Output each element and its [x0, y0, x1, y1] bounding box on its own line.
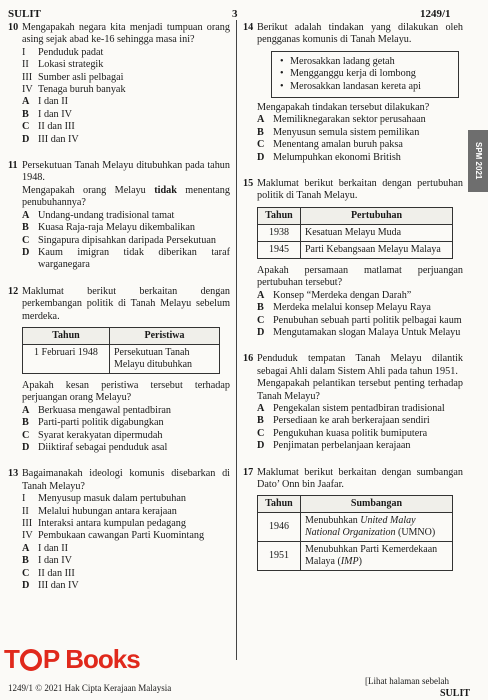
- table-header: Pertubuhan: [301, 207, 453, 224]
- roman-item: III Interaksi antara kumpulan pedagang: [22, 518, 186, 529]
- table-cell: Persekutuan Tanah Melayu ditubuhkan: [110, 344, 220, 373]
- question-prompt: Apakah persamaan matlamat perjuangan pertubuhan tersebut?: [257, 264, 463, 289]
- question-number: 14: [243, 22, 254, 33]
- topbooks-logo: T P Books: [4, 644, 140, 674]
- info-table: [257, 207, 453, 259]
- answer-option[interactable]: C Menentang amalan buruh paksa: [257, 139, 403, 151]
- table-header: Tahun: [258, 496, 301, 513]
- header-sulit: SULIT: [8, 8, 42, 20]
- question-prompt: Mengapakah pelantikan tersebut penting terhadap Tanah Melayu?: [257, 378, 463, 402]
- roman-item: II Melalui hubungan antara kerajaan: [22, 505, 177, 517]
- footer-sulit: SULIT: [440, 688, 471, 699]
- answer-option[interactable]: C Singapura dipisahkan daripada Persekutuan: [22, 234, 216, 246]
- roman-item: II Lokasi strategik: [22, 59, 104, 71]
- answer-option[interactable]: B I dan IV: [22, 108, 72, 120]
- answer-option[interactable]: A Berkuasa mengawal pentadbiran: [22, 404, 171, 416]
- question-14: [243, 22, 463, 164]
- answer-option[interactable]: D Melumpuhkan ekonomi British: [257, 151, 401, 163]
- roman-item: III Sumber asli pelbagai: [22, 71, 124, 83]
- table-cell: 1938: [258, 224, 301, 241]
- answer-option[interactable]: A Undang-undang tradisional tamat: [22, 209, 175, 221]
- spm-side-tab: SPM 2021: [468, 130, 488, 192]
- answer-option[interactable]: C II dan III: [22, 121, 75, 133]
- answer-option[interactable]: D III dan IV: [22, 133, 79, 145]
- question-prompt: Mengapakah orang Melayu tidak menentang penubuhannya?: [22, 184, 230, 209]
- question-stem: Berikut adalah tindakan yang dilakukan oleh pengganas komunis di Tanah Melayu.: [257, 22, 463, 46]
- answer-option[interactable]: D III dan IV: [22, 580, 79, 592]
- logo-ring-icon: [20, 649, 42, 671]
- footer-next-page: [Lihat halaman sebelah: [365, 676, 449, 686]
- answer-option[interactable]: A Pengekalan sistem pentadbiran tradisional: [257, 402, 445, 414]
- question-number: 13: [8, 468, 19, 480]
- answer-option[interactable]: B Menyusun semula sistem pemilikan: [257, 126, 420, 138]
- question-stem: Penduduk tempatan Tanah Melayu dilantik sebagai Ahli dalam Sistem Ahli pada tahun 1951.: [257, 353, 463, 377]
- answer-option[interactable]: B Parti-parti politik digabungkan: [22, 417, 164, 429]
- table-header: Peristiwa: [110, 327, 220, 344]
- table-header: Sumbangan: [301, 496, 453, 513]
- answer-option[interactable]: D Penjimatan perbelanjaan kerajaan: [257, 440, 411, 452]
- page-number: 3: [232, 8, 238, 20]
- info-table: [22, 327, 220, 374]
- answer-option[interactable]: B Persediaan ke arah berkerajaan sendiri: [257, 415, 430, 427]
- question-12: [8, 286, 230, 455]
- table-header: Tahun: [258, 207, 301, 224]
- question-number: 11: [8, 160, 18, 172]
- bullet-box: • Merosakkan ladang getah • Mengganggu kerja di lombong • Merosakkan landasan kereta api: [271, 51, 459, 98]
- table-cell: Kesatuan Melayu Muda: [301, 224, 453, 241]
- question-number: 15: [243, 178, 254, 190]
- question-13: [8, 468, 230, 592]
- table-cell: 1 Februari 1948: [23, 344, 110, 373]
- question-stem: Maklumat berikut berkaitan dengan perkembangan politik di Tanah Melayu sebelum merdeka.: [22, 285, 230, 322]
- question-stem: Maklumat berikut berkaitan dengan pertubuhan politik di Tanah Melayu.: [257, 178, 463, 202]
- answer-option[interactable]: D Kaum imigran tidak diberikan taraf warganegara: [22, 246, 230, 271]
- answer-option[interactable]: A I dan II: [22, 542, 68, 554]
- question-16: [243, 353, 463, 452]
- question-15: [243, 178, 463, 339]
- info-table: [257, 495, 453, 571]
- answer-option[interactable]: B Merdeka melalui konsep Melayu Raya: [257, 302, 431, 314]
- question-prompt: Apakah kesan peristiwa tersebut terhadap perjuangan orang Melayu?: [22, 379, 230, 404]
- question-stem: Persekutuan Tanah Melayu ditubuhkan pada tahun 1948.: [22, 160, 230, 184]
- roman-item: I Menyusup masuk dalam pertubuhan: [22, 493, 186, 505]
- column-divider: [236, 20, 237, 660]
- left-column: [8, 22, 230, 592]
- answer-option[interactable]: B I dan IV: [22, 555, 72, 567]
- table-cell: Menubuhkan Parti Kemerdekaan Malaya (IMP): [301, 542, 453, 571]
- question-number: 16: [243, 353, 254, 365]
- question-stem: Mengapakah negara kita menjadi tumpuan orang asing sejak abad ke-16 sehingga masa ini?: [22, 22, 230, 46]
- table-cell: 1946: [258, 513, 301, 542]
- question-10: [8, 22, 230, 146]
- answer-option[interactable]: D Diiktiraf sebagai penduduk asal: [22, 441, 168, 453]
- question-11: [8, 160, 230, 272]
- table-cell: Menubuhkan United Malay National Organization (UMNO): [301, 513, 453, 542]
- table-cell: 1945: [258, 241, 301, 258]
- roman-item: IV Pembukaan cawangan Parti Kuomintang: [22, 530, 205, 542]
- table-header: Tahun: [23, 327, 110, 344]
- question-stem: Bagaimanakah ideologi komunis disebarkan di Tanah Melayu?: [22, 468, 230, 492]
- answer-option[interactable]: C Pengukuhan kuasa politik bumiputera: [257, 427, 428, 439]
- table-cell: Parti Kebangsaan Melayu Malaya: [301, 241, 453, 258]
- question-number: 10: [8, 22, 19, 33]
- right-column: [243, 22, 463, 571]
- roman-item: I Penduduk padat: [22, 46, 104, 58]
- question-17: [243, 467, 463, 572]
- footer-copyright: 1249/1 © 2021 Hak Cipta Kerajaan Malaysia: [8, 683, 172, 693]
- answer-option[interactable]: D Mengutamakan slogan Malaya Untuk Melayu: [257, 326, 461, 338]
- question-number: 17: [243, 466, 254, 478]
- question-stem: Maklumat berikut berkaitan dengan sumbangan Dato’ Onn bin Jaafar.: [257, 466, 463, 490]
- answer-option[interactable]: A Memiliknegarakan sektor perusahaan: [257, 114, 426, 126]
- answer-option[interactable]: C Syarat kerakyatan dipermudah: [22, 429, 163, 441]
- question-number: 12: [8, 285, 19, 297]
- table-cell: 1951: [258, 542, 301, 571]
- answer-option[interactable]: A Konsep “Merdeka dengan Darah”: [257, 289, 412, 301]
- question-prompt: Mengapakah tindakan tersebut dilakukan?: [257, 102, 430, 114]
- answer-option[interactable]: A I dan II: [22, 96, 68, 108]
- answer-option[interactable]: C II dan III: [22, 567, 75, 579]
- paper-code: 1249/1: [420, 8, 451, 20]
- roman-item: IV Tenaga buruh banyak: [22, 84, 126, 96]
- answer-option[interactable]: C Penubuhan sebuah parti politik pelbagai kaum: [257, 314, 462, 326]
- answer-option[interactable]: B Kuasa Raja-raja Melayu dikembalikan: [22, 222, 195, 234]
